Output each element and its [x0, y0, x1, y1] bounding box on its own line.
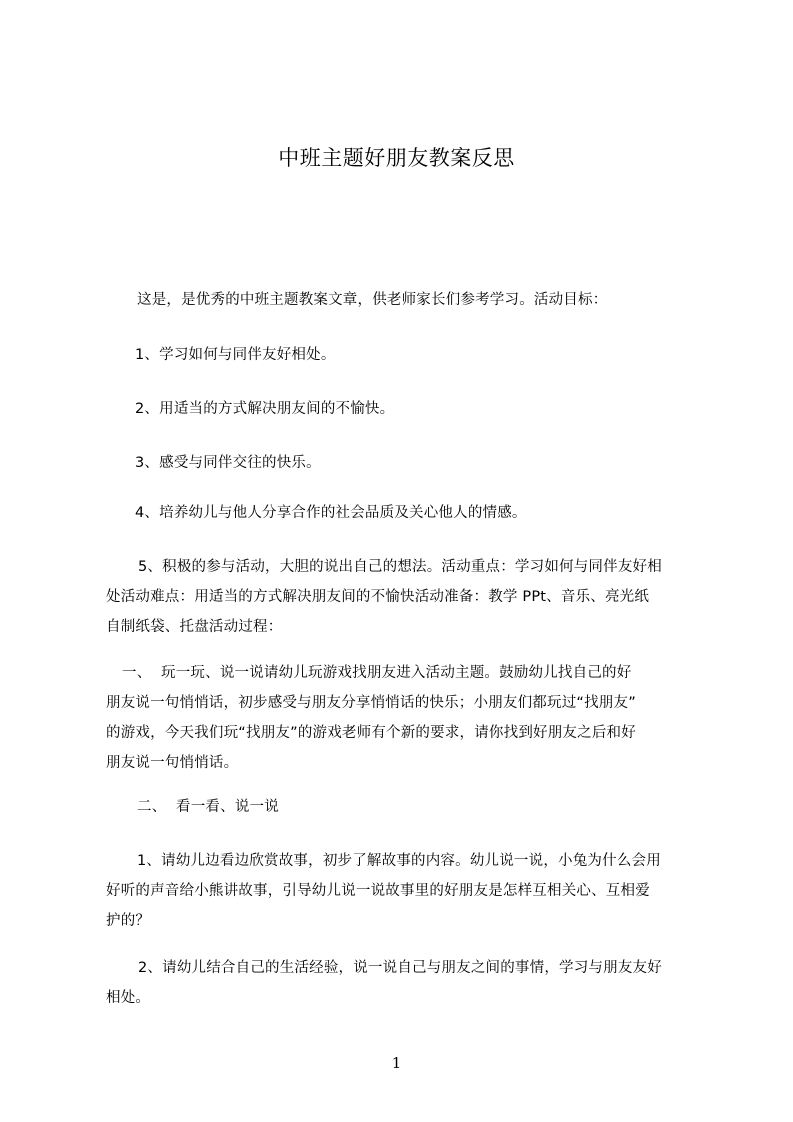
text-line: 朋友说一句悄悄话，初步感受与朋友分享悄悄话的快乐；小朋友们都玩过“找朋友”	[106, 695, 636, 711]
text-line: 相处。	[106, 990, 151, 1006]
paragraph-intro	[106, 285, 716, 315]
paragraph-goal-3	[106, 448, 716, 478]
paragraph-goal-4	[106, 498, 716, 528]
text-line: 自制纸袋、托盘活动过程：	[106, 619, 283, 635]
paragraph-goal-1	[106, 340, 716, 370]
text-line: 处活动难点：用适当的方式解决朋友间的不愉快活动准备：教学 PPt、音乐、亮光纸	[106, 589, 650, 605]
document-title: 中班主题好朋友教案反思	[278, 146, 515, 170]
text-line: 朋友说一句悄悄话。	[106, 755, 239, 771]
paragraph-step-1	[106, 658, 716, 778]
paragraph-step-2-1	[106, 846, 716, 936]
text-line: 1、学习如何与同伴友好相处。	[135, 347, 336, 363]
text-line: 护的？	[106, 913, 151, 929]
paragraph-step-2-heading	[106, 792, 716, 822]
text-line: 一、 玩一玩、说一说请幼儿玩游戏找朋友进入活动主题。鼓励幼儿找自己的好	[122, 665, 632, 681]
paragraph-step-2-2	[106, 953, 716, 1013]
text-line: 2、请幼儿结合自己的生活经验，说一说自己与朋友之间的事情，学习与朋友友好	[138, 960, 662, 976]
text-line: 3、感受与同伴交往的快乐。	[135, 455, 321, 471]
paragraph-goal-5	[106, 552, 716, 642]
text-line: 这是，是优秀的中班主题教案文章，供老师家长们参考学习。活动目标：	[137, 292, 608, 308]
text-line: 2、用适当的方式解决朋友间的不愉快。	[135, 401, 395, 417]
page-number: 1	[391, 1054, 402, 1072]
text-line: 好听的声音给小熊讲故事，引导幼儿说一说故事里的好朋友是怎样互相关心、互相爱	[106, 883, 650, 899]
text-line: 4、培养幼儿与他人分享合作的社会品质及关心他人的情感。	[135, 505, 527, 521]
paragraph-goal-2	[106, 394, 716, 424]
text-line: 二、 看一看、说一说	[137, 799, 279, 815]
text-line: 5、积极的参与活动，大胆的说出自己的想法。活动重点：学习如何与同伴友好相	[138, 559, 662, 575]
text-line: 的游戏，今天我们玩“找朋友”的游戏老师有个新的要求，请你找到好朋友之后和好	[106, 725, 636, 741]
text-line: 1、请幼儿边看边欣赏故事，初步了解故事的内容。幼儿说一说，小兔为什么会用	[137, 853, 661, 869]
